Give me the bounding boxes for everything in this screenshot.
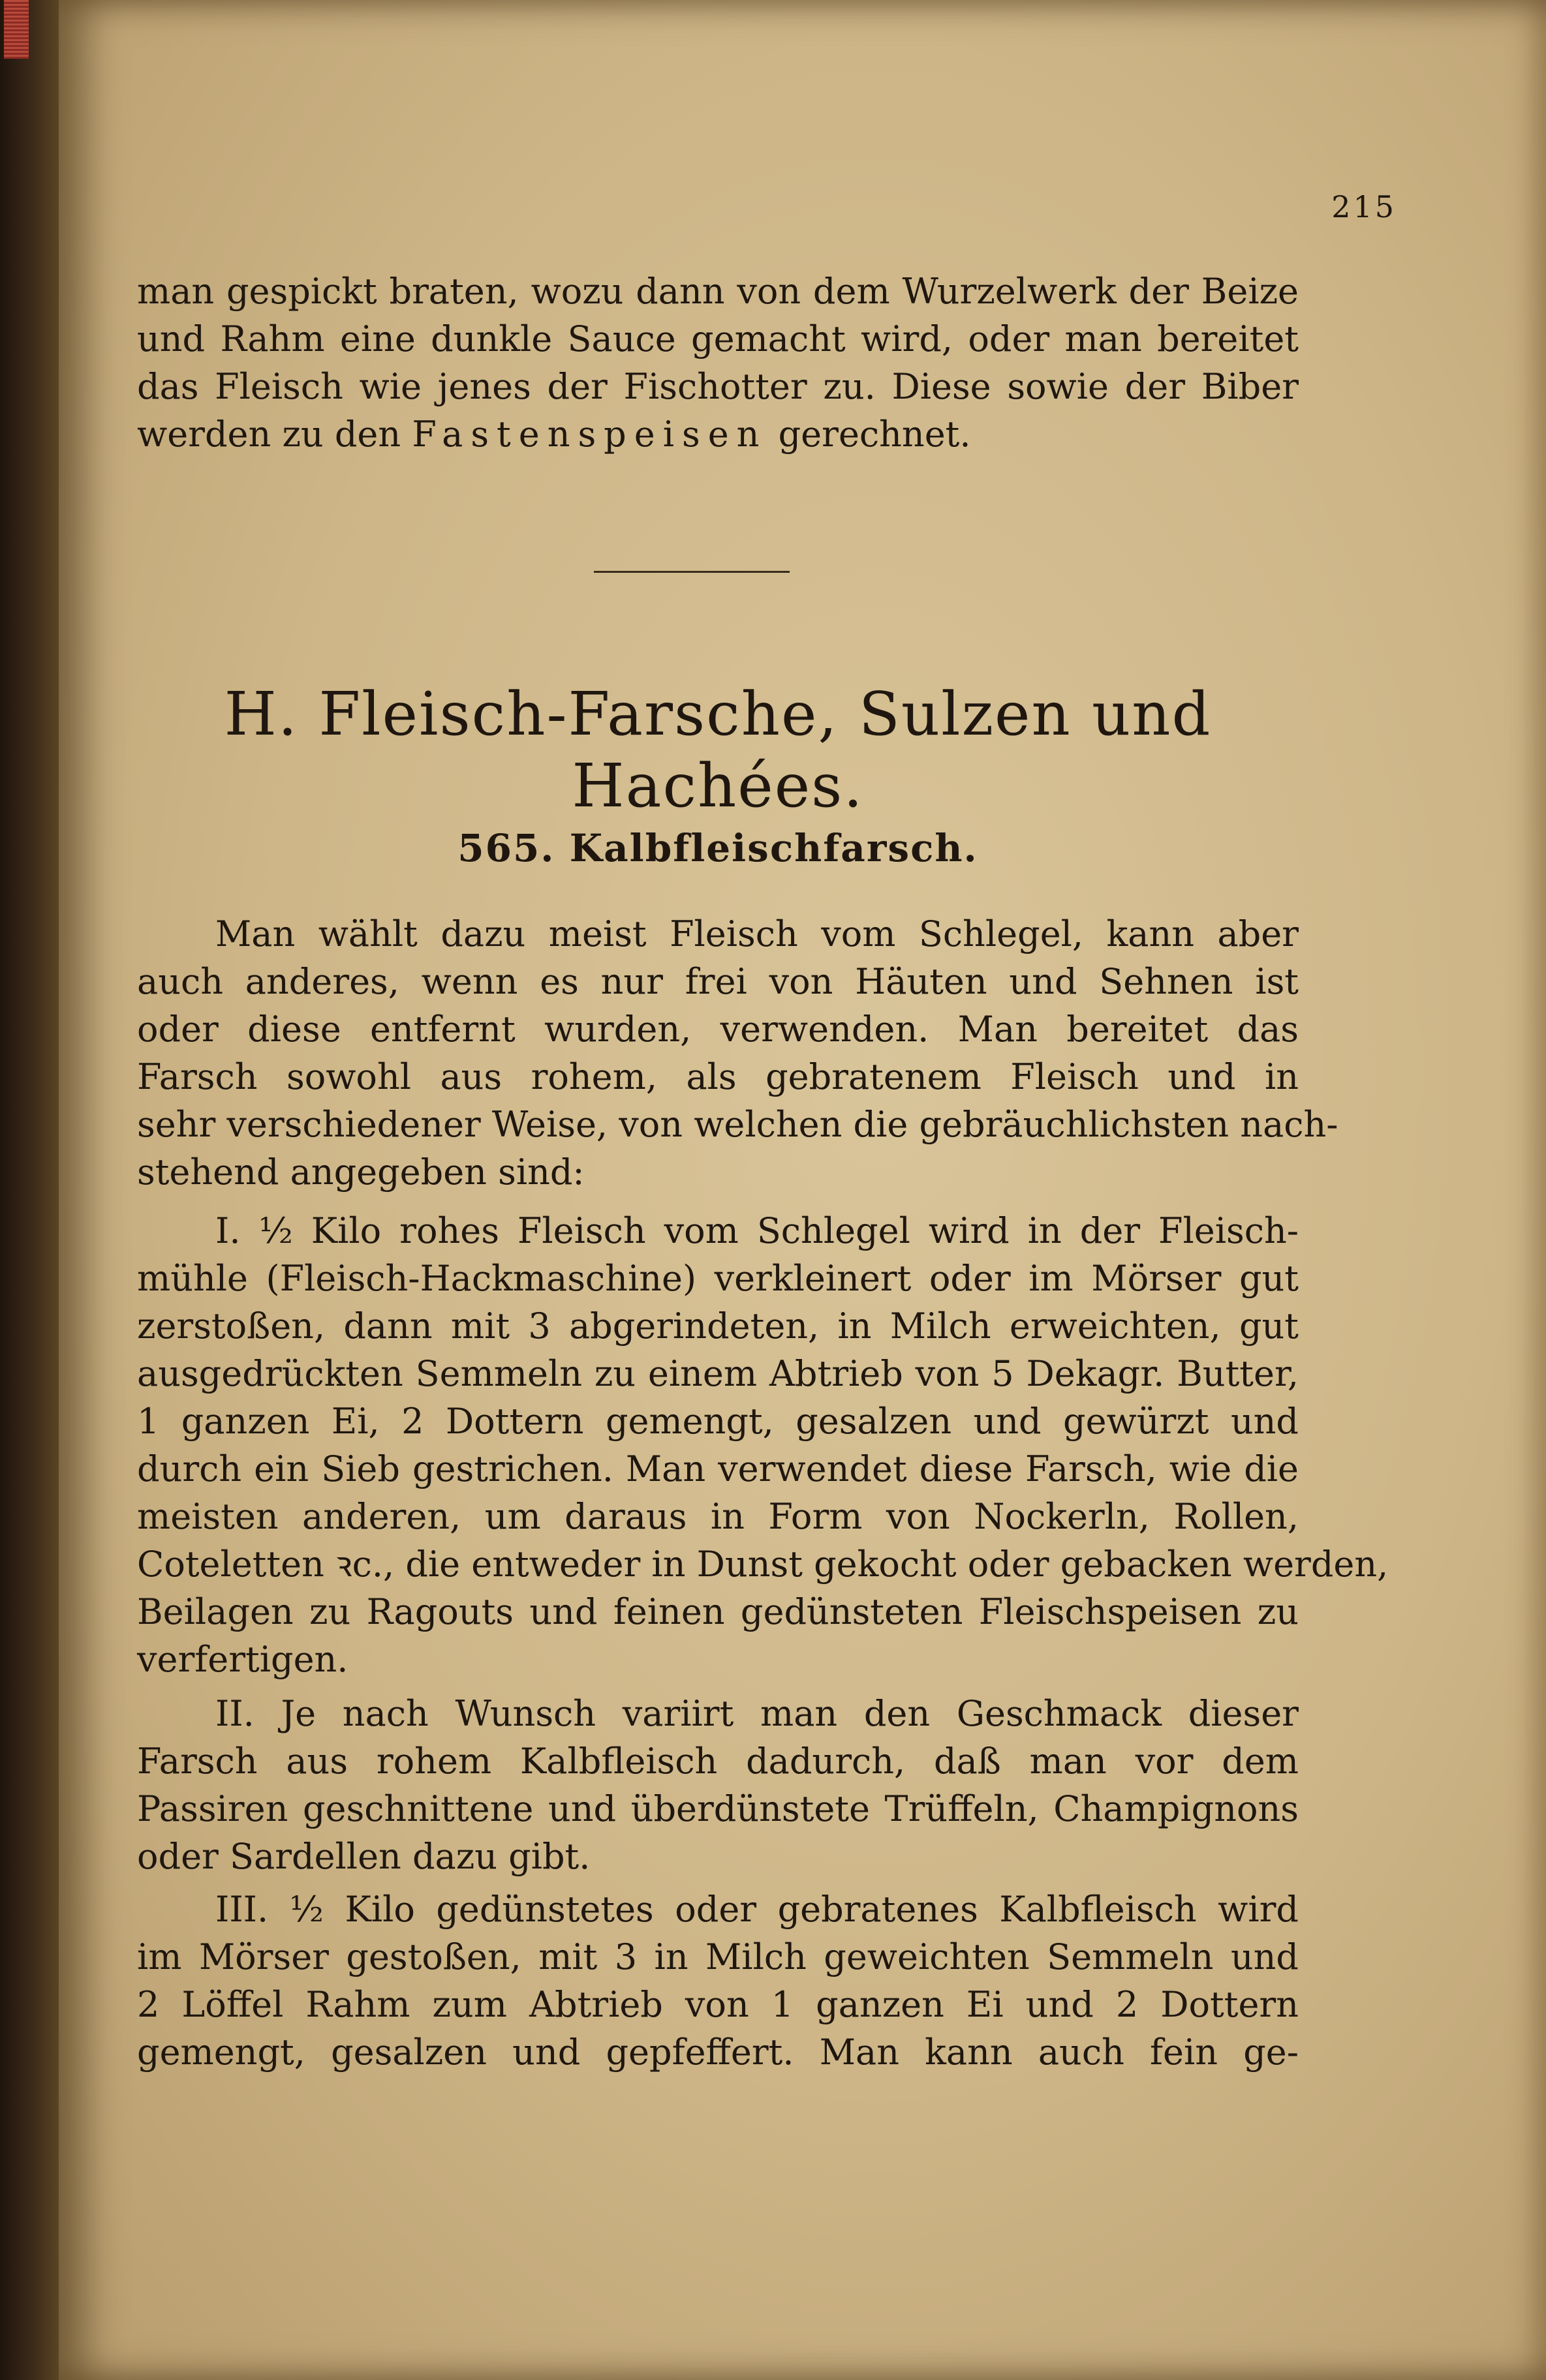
- text-line: gemengt, gesalzen und gepfeffert. Man kann auch fein ge-: [137, 2032, 1299, 2073]
- text-line: verfertigen.: [137, 1639, 348, 1680]
- text-line: man gespickt braten, wozu dann von dem Wurzelwerk der Beize: [137, 271, 1299, 312]
- page-number: 215: [1331, 189, 1397, 224]
- text-line: I. ½ Kilo rohes Fleisch vom Schlegel wird in der Fleisch-: [215, 1210, 1299, 1251]
- text-line: und Rahm eine dunkle Sauce gemacht wird, oder man bereitet: [137, 318, 1299, 359]
- book-page: [59, 0, 1546, 2380]
- text-segment: gerechnet.: [778, 414, 971, 455]
- text-line: 1 ganzen Ei, 2 Dottern gemengt, gesalzen und gewürzt und: [137, 1401, 1299, 1442]
- text-line: das Fleisch wie jenes der Fischotter zu. Diese sowie der Biber: [137, 366, 1299, 407]
- text-segment: werden zu den: [137, 414, 401, 455]
- text-line: oder diese entfernt wurden, verwenden. Man bereitet das: [137, 1009, 1299, 1050]
- text-line: Coteletten ꝛc., die entweder in Dunst gekocht oder gebacken werden,: [137, 1544, 1389, 1585]
- text-line: [137, 410, 1299, 458]
- text-line: meisten anderen, um daraus in Form von Nockerln, Rollen,: [137, 1496, 1299, 1537]
- text-line: Beilagen zu Ragouts und feinen gedünsteten Fleischspeisen zu: [137, 1591, 1299, 1632]
- text-line: Man wählt dazu meist Fleisch vom Schlegel, kann aber: [215, 913, 1299, 954]
- text-line: oder Sardellen dazu gibt.: [137, 1836, 591, 1877]
- text-line: im Mörser gestoßen, mit 3 in Milch geweichten Semmeln und: [137, 1936, 1299, 1977]
- text-line: stehend angegeben sind:: [137, 1152, 585, 1193]
- text-line: 2 Löffel Rahm zum Abtrieb von 1 ganzen Ei und 2 Dottern: [137, 1984, 1299, 2025]
- text-line: Farsch aus rohem Kalbfleisch dadurch, daß man vor dem: [137, 1741, 1299, 1782]
- text-line: sehr verschiedener Weise, von welchen die gebräuchlichsten nach-: [137, 1104, 1338, 1145]
- text-line: auch anderes, wenn es nur frei von Häuten und Sehnen ist: [137, 961, 1299, 1002]
- variant-III-paragraph: [137, 1885, 1299, 2076]
- chapter-heading: H. Fleisch-Farsche, Sulzen und Hachées.: [224, 679, 1212, 821]
- text-line: mühle (Fleisch-Hackmaschine) verkleinert oder im Mörser gut: [137, 1258, 1299, 1299]
- text-line: durch ein Sieb gestrichen. Man verwendet diese Farsch, wie die: [137, 1448, 1299, 1489]
- text-line: III. ½ Kilo gedünstetes oder gebratenes Kalbfleisch wird: [215, 1889, 1299, 1930]
- text-line: Passiren geschnittene und überdünstete Trüffeln, Champignons: [137, 1788, 1299, 1829]
- spaced-emphasis: Fastenspeisen: [412, 414, 767, 455]
- book-spine: [0, 0, 59, 2380]
- variant-I-paragraph: [137, 1207, 1389, 1683]
- recipe-heading: 565. Kalbfleischfarsch.: [457, 826, 978, 870]
- variant-II-paragraph: [137, 1690, 1299, 1880]
- section-divider: [594, 571, 790, 573]
- text-line: zerstoßen, dann mit 3 abgerindeten, in Milch erweichten, gut: [137, 1305, 1299, 1347]
- text-line: II. Je nach Wunsch variirt man den Geschmack dieser: [215, 1693, 1299, 1734]
- text-line: Farsch sowohl aus rohem, als gebratenem Fleisch und in: [137, 1056, 1299, 1097]
- recipe-intro-paragraph: [137, 910, 1338, 1196]
- intro-paragraph: [137, 267, 1299, 458]
- spine-binding-cloth: [4, 0, 29, 59]
- text-line: ausgedrückten Semmeln zu einem Abtrieb von 5 Dekagr. Butter,: [137, 1353, 1299, 1394]
